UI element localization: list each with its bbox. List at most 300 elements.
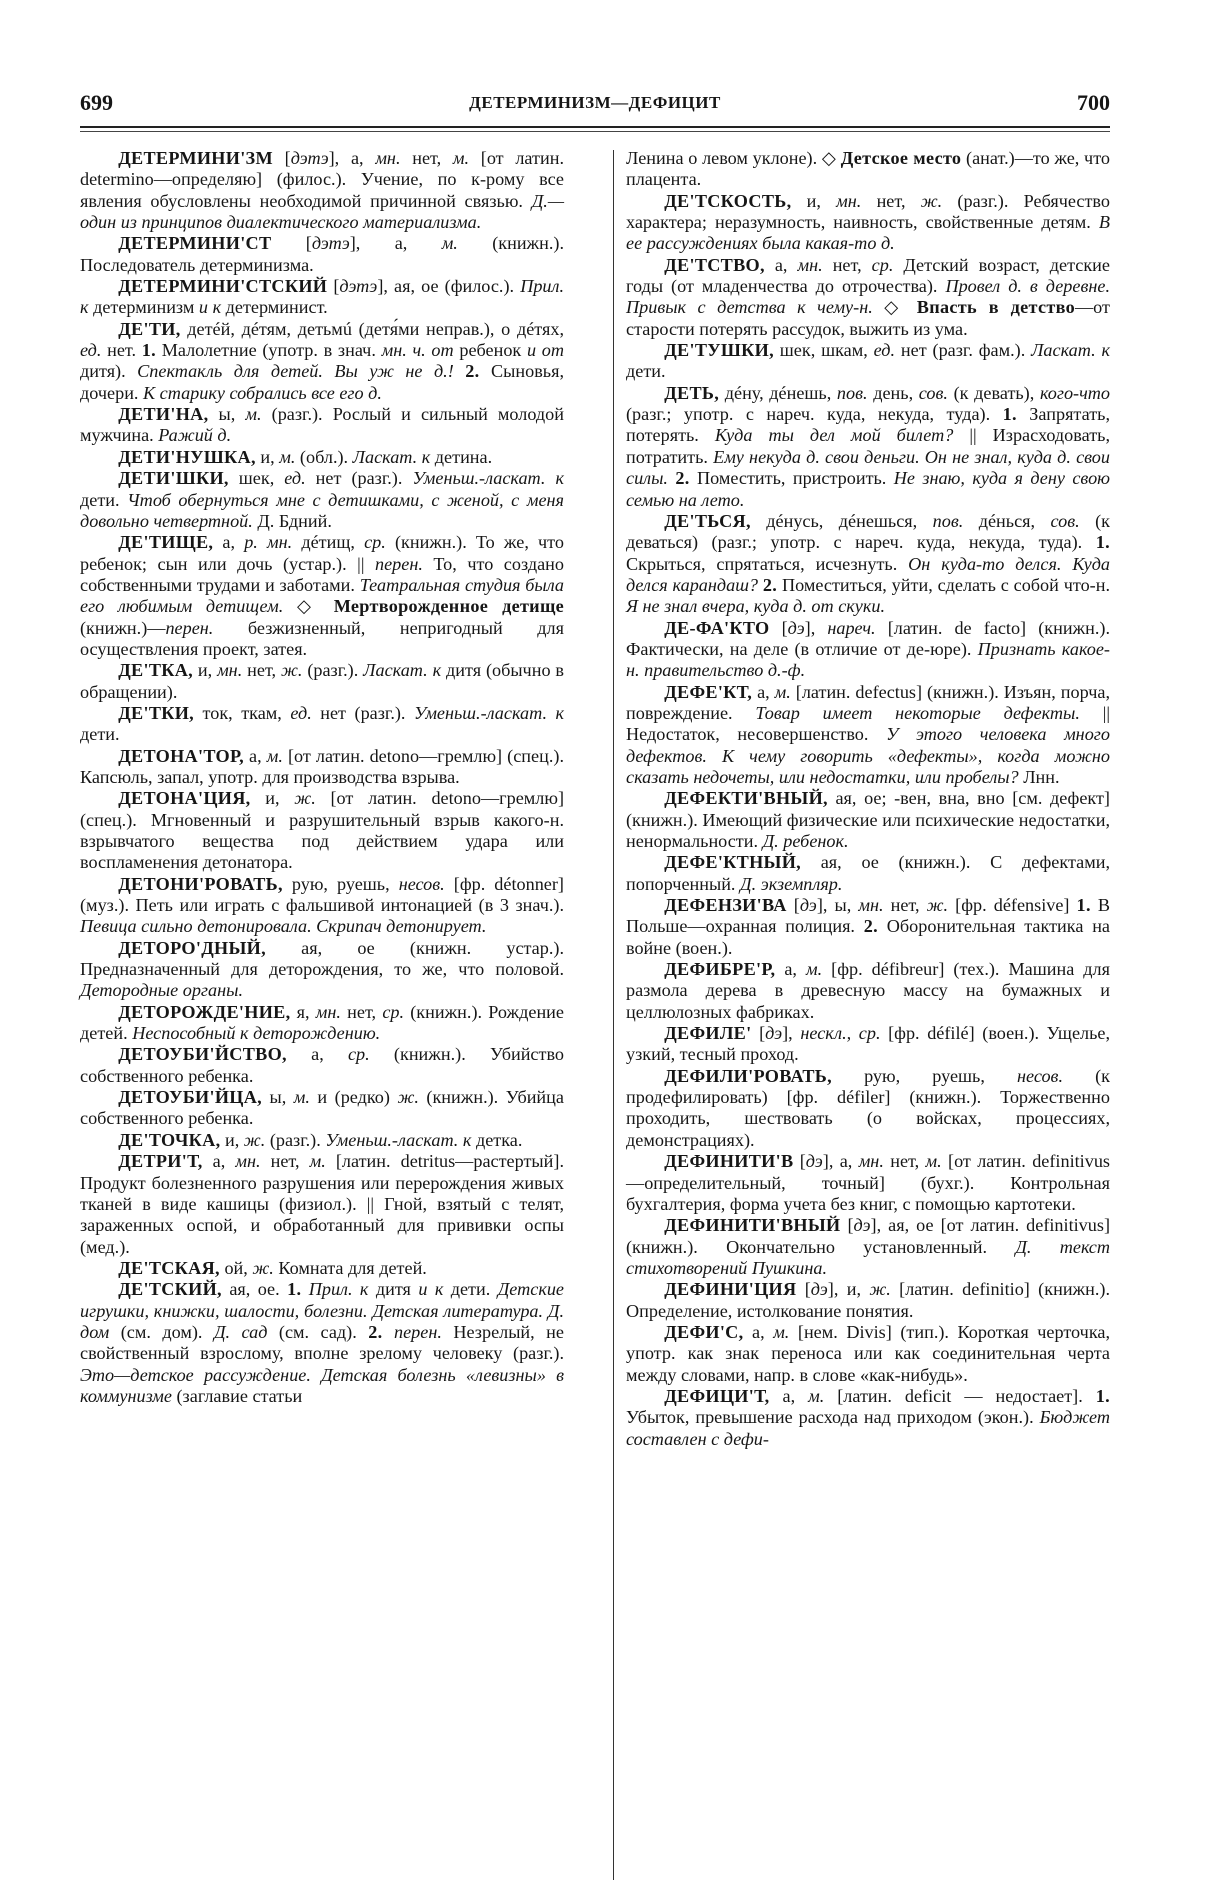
bold-phrase: Мертворожденное детище	[333, 596, 564, 617]
entry-text: рую, руешь,	[282, 873, 399, 894]
entry-text: и,	[250, 788, 295, 809]
italic-text: дэ	[853, 1215, 871, 1236]
entry-text: ],	[804, 617, 828, 638]
bold-phrase: Детское место	[840, 148, 962, 168]
entry-headword: ДЕ'ТЬСЯ,	[664, 510, 751, 531]
dictionary-entry	[626, 852, 1110, 895]
entry-headword: ДЕТОРО'ДНЫЙ,	[118, 937, 266, 958]
italic-text: мн.	[217, 660, 243, 681]
dictionary-entry	[626, 1322, 1110, 1386]
italic-text: дэ	[810, 1279, 828, 1300]
italic-text: Спектакль для детей. Вы уж не д.!	[137, 361, 454, 382]
italic-text: мн.	[315, 1001, 341, 1022]
entry-text: ы,	[262, 1087, 294, 1108]
entry-text: нет (разг.).	[311, 702, 414, 723]
entry-text: дéтищ,	[292, 532, 365, 553]
entry-text: ы,	[208, 404, 246, 425]
italic-text: мн.	[797, 254, 823, 275]
entry-text: ], а,	[822, 1151, 859, 1172]
entry-text: ой,	[219, 1257, 253, 1278]
entry-text: нет,	[883, 1151, 926, 1172]
entry-text: нет,	[340, 1001, 383, 1022]
entry-text: и,	[255, 446, 280, 467]
entry-text: Убыток, превышение расхода над приходом (экон.).	[626, 1407, 1040, 1428]
dictionary-entry	[626, 255, 1110, 340]
entry-text: ая, ое; -вен, вна, вно [см. дефект] (книжн.). Имеющий физические или психические недостатки, ненормальности.	[626, 788, 1110, 851]
dictionary-entry	[626, 788, 1110, 852]
italic-text: м.	[925, 1151, 942, 1172]
header-rule	[80, 126, 1110, 128]
entry-text: [латин. deficit — недостает].	[824, 1385, 1096, 1406]
italic-text: пов.	[836, 382, 868, 403]
entry-headword: ДЕТОНИ'РОВАТЬ,	[118, 873, 283, 894]
entry-text: (к продефилировать) [фр. défiler] (книжн.). Торжественно проходить, шествовать (о войсках, процессиях, демонстрациях).	[626, 1065, 1110, 1150]
entry-headword: ДЕ'ТУШКИ,	[664, 340, 774, 361]
entry-headword: ДЕ'ТСКОСТЬ,	[664, 190, 792, 211]
entry-text: [	[840, 1215, 854, 1236]
entry-text: и,	[791, 190, 837, 211]
entry-text: (заглавие статьи	[171, 1385, 303, 1406]
bold-phrase: 1.	[1002, 404, 1017, 425]
dictionary-entry	[626, 340, 1110, 383]
entry-headword: ДЕТОНА'ЦИЯ,	[118, 788, 251, 809]
entry-text: нет (разг.).	[305, 468, 413, 489]
entry-text: То, что создано собственными трудами и заботами.	[80, 553, 564, 595]
italic-text: м.	[441, 233, 458, 254]
entry-headword: ДЕ'ТСКИЙ,	[118, 1279, 222, 1300]
entry-text: (разг.). Ребячество характера; неразумность, наивность, свойственные детям.	[626, 190, 1110, 233]
italic-text: м.	[279, 446, 296, 467]
italic-text: м.	[806, 959, 823, 980]
dictionary-entry	[626, 1151, 1110, 1215]
entry-headword: ДЕ'ТСТВО,	[664, 254, 765, 275]
italic-text: и от	[526, 340, 565, 361]
entry-text: [от латин. determino—определяю] (филос.). Учение, по к-рому все явления обусловлены необходимой причинной связью.	[80, 148, 564, 211]
dictionary-entry	[80, 1279, 564, 1407]
italic-text: Товар имеет некоторые дефекты.	[755, 702, 1080, 723]
entry-text: (разг.).	[302, 660, 364, 681]
entry-text	[383, 1322, 394, 1342]
italic-text: м.	[293, 1087, 310, 1108]
italic-text: сов.	[918, 382, 948, 403]
italic-text: Уменьш.-ласкат. к	[413, 702, 565, 723]
dictionary-entry	[80, 1002, 564, 1045]
entry-headword: ДЕТОУБИ'ЙЦА,	[118, 1087, 263, 1108]
entry-text: нет,	[242, 660, 281, 681]
entry-text: дéну, дéнешь,	[719, 382, 837, 403]
entry-text: [от латин. detono—гремлю] (спец.). Капсюль, запал, употр. для производства взрыва.	[80, 745, 564, 787]
entry-text: (см. сад).	[267, 1321, 369, 1342]
entry-text: а,	[213, 532, 245, 553]
column-divider	[613, 150, 614, 1880]
dictionary-entry	[80, 938, 564, 1002]
italic-text: Неспособный к деторождению.	[132, 1023, 381, 1044]
bold-phrase: 2.	[675, 468, 690, 489]
italic-text: нескл., ср.	[800, 1023, 881, 1044]
dictionary-entry	[626, 1215, 1110, 1279]
italic-text: Признать какое-н. правительство д.-ф.	[626, 638, 1110, 681]
italic-text: мн.	[858, 1151, 884, 1172]
entry-text: ],	[782, 1023, 801, 1044]
entry-headword: ДЕФИНИТИ'ВНЫЙ	[664, 1215, 841, 1236]
entry-text: [от латин. detono—гремлю] (спец.). Мгновенный и разрушительный взрыв какого-н. взрывчатого вещества под действием удара или воспламенения детонатора.	[80, 788, 565, 873]
entry-text: (разг.). Рослый и сильный молодой мужчина.	[80, 404, 564, 446]
entry-text: нет,	[861, 190, 921, 211]
entry-text: детина.	[430, 446, 493, 467]
entry-text: а,	[743, 1321, 774, 1342]
entry-text: а,	[243, 745, 267, 766]
italic-text: и к	[198, 297, 222, 318]
italic-text: м.	[245, 404, 262, 425]
entry-text: и,	[220, 1129, 244, 1150]
entry-text: дети.	[80, 489, 128, 510]
italic-text: Ласкат. к	[363, 660, 442, 681]
dictionary-entry	[80, 447, 564, 468]
entry-text: (разг.).	[265, 1129, 326, 1150]
entry-headword: ДЕТОНА'ТОР,	[118, 745, 244, 766]
italic-text: ед.	[80, 340, 102, 361]
entry-text: дети.	[80, 724, 120, 745]
italic-text: ж.	[280, 660, 303, 681]
entry-text: ребенок	[453, 340, 527, 361]
entry-text: ], а,	[328, 148, 376, 168]
entry-text: нет.	[101, 340, 142, 361]
entry-text: ая, ое (книжн.). С дефектами, попорченный.	[626, 852, 1110, 894]
entry-text: дитя	[368, 1279, 419, 1300]
dictionary-entry	[80, 319, 564, 404]
bold-phrase: 2.	[863, 916, 879, 937]
entry-headword: ДЕ'ТКИ,	[118, 702, 195, 723]
dictionary-entry	[80, 660, 564, 703]
italic-text: Д. сад	[213, 1321, 268, 1342]
entry-headword: ДЕФИЦИ'Т,	[664, 1385, 770, 1406]
italic-text: Провел д. в деревне. Привык с детства к чему-н.	[626, 276, 1111, 318]
entry-text: Д. Бдний.	[252, 510, 332, 531]
entry-text: а,	[764, 254, 798, 275]
italic-text: несов.	[1016, 1065, 1063, 1086]
entry-text: и,	[193, 660, 218, 681]
italic-text: дэ	[805, 1151, 823, 1172]
entry-text: (к деваться) (разг.; употр. с нареч. куда, некуда, туда).	[626, 510, 1110, 553]
entry-text: ], ая, ое [от латин. definitivus] (книжн.). Окончательно установленный.	[626, 1215, 1110, 1257]
page-number-left: 699	[80, 90, 113, 115]
dictionary-entry	[80, 1151, 564, 1258]
entry-text: нет,	[260, 1151, 310, 1172]
italic-text: нареч.	[827, 617, 876, 638]
entry-text: детка.	[471, 1129, 523, 1150]
italic-text: ж.	[243, 1129, 266, 1150]
dictionary-entry	[80, 1258, 564, 1279]
entry-headword: ДЕФИБРЕ'Р,	[664, 959, 776, 980]
italic-text: дэтэ	[339, 276, 378, 297]
bold-phrase: 2.	[762, 574, 778, 595]
entry-text: || Израсходовать, потратить.	[626, 425, 1111, 467]
italic-text: ср.	[347, 1044, 370, 1065]
italic-text: ед.	[873, 340, 896, 361]
entry-text: (книжн.). То же, что ребенок; сын или дочь (устар.). ||	[80, 532, 564, 574]
entry-headword: ДЕТИ'ШКИ,	[118, 468, 229, 489]
entry-text: шек,	[228, 468, 285, 489]
italic-text: ед.	[284, 468, 306, 489]
bold-phrase: 1.	[287, 1279, 302, 1300]
entry-text: (обл.).	[295, 446, 353, 467]
dictionary-entry	[626, 1279, 1110, 1322]
running-title: ДЕТЕРМИНИЗМ—ДЕФИЦИТ	[469, 93, 721, 112]
right-column	[626, 148, 1110, 1450]
italic-text: ср.	[364, 532, 386, 553]
entry-text: ], ая, ое (филос.).	[377, 276, 521, 297]
entry-text: [	[769, 617, 788, 638]
dictionary-entry	[626, 959, 1110, 1023]
entry-text: [латин. detritus—растертый]. Продукт болезненного разрушения или перерождения живых тканей в виде кашицы (физиол.). || Гной, взятый с телят, зараженных оспой, и обработанный для прививки оспы (мед.).	[80, 1151, 564, 1257]
bold-phrase: 1.	[1095, 1385, 1110, 1406]
italic-text: В ее рассуждениях была какая-то д.	[626, 212, 1110, 254]
entry-text: а,	[286, 1044, 348, 1065]
italic-text: Детские игрушки, книжки, шалости, болезни. Детская литература. Д. дом	[80, 1279, 564, 1342]
entry-text: (книжн.). Убийца собственного ребенка.	[80, 1087, 564, 1129]
italic-text: Прил. к	[80, 276, 564, 318]
entry-text: [от латин. definitivus—определительный, точный] (бухг.). Контрольная бухгалтерия, форма учета без книг, с помощью картотеки.	[626, 1151, 1110, 1214]
entry-text: а,	[769, 1385, 809, 1406]
entry-text	[301, 1279, 308, 1299]
italic-text: дэ	[787, 617, 805, 638]
entry-text: (книжн.)—	[80, 617, 166, 638]
entry-text: нет,	[822, 254, 872, 275]
dictionary-entry	[80, 532, 564, 660]
entry-text: день,	[867, 382, 919, 403]
entry-text: [латин. defectus] (книжн.). Изъян, порча, повреждение.	[626, 681, 1111, 723]
entry-text: Оборонительная тактика на войне (воен.).	[626, 916, 1110, 958]
dictionary-entry	[626, 1066, 1110, 1151]
dictionary-entry	[626, 148, 1110, 191]
italic-text: мн.	[375, 148, 401, 168]
entry-text: а,	[752, 681, 775, 702]
entry-text: дети.	[626, 361, 666, 382]
italic-text: м.	[808, 1385, 825, 1406]
entry-text: —от старости потерять рассудок, выжить из ума.	[626, 297, 1110, 339]
italic-text: мн. ч. от	[381, 340, 454, 361]
entry-headword: ДЕТЬ,	[664, 382, 720, 403]
entry-text: дéнься,	[963, 510, 1051, 531]
entry-text: [	[793, 1151, 806, 1172]
running-header	[80, 90, 1110, 120]
entry-text: [нем. Divis] (тип.). Короткая черточка, употр. как знак переноса или как соединительная черта между словами, напр. в слове «как-нибудь».	[626, 1321, 1111, 1385]
italic-text: мн.	[836, 190, 862, 211]
entry-text: и (редко)	[309, 1087, 398, 1108]
entry-text: (см. дом).	[109, 1321, 214, 1342]
entry-text: [латин. definitio] (книжн.). Определение, истолкование понятия.	[626, 1279, 1110, 1321]
italic-text: мн.	[858, 895, 884, 916]
entry-text: детерминизм	[88, 297, 199, 318]
entry-text: [	[271, 233, 312, 254]
italic-text: Ласкат. к	[352, 446, 431, 467]
italic-text: ед.	[290, 702, 312, 723]
entry-text: Поместить, пристроить.	[689, 468, 894, 489]
italic-text: Не знаю, куда я дену свою семью на лето.	[626, 468, 1110, 510]
italic-text: Ласкат. к	[1031, 340, 1110, 361]
entry-text: Сыновья, дочери.	[80, 361, 564, 403]
entry-text: Комната для детей.	[273, 1257, 427, 1278]
dictionary-entry	[80, 874, 564, 938]
dictionary-entry	[626, 682, 1110, 789]
entry-text: [фр. détonner] (муз.). Петь или играть с фальшивой интонацией (в 3 знач.).	[80, 873, 564, 916]
entry-headword: ДЕ'ТИЩЕ,	[118, 532, 214, 553]
entry-headword: ДЕФИЛЕ'	[664, 1023, 752, 1044]
italic-text: Д. экземпляр.	[740, 873, 843, 894]
entry-text: Незрелый, не свойственный взрослому, вполне зрелому человеку (разг.).	[80, 1321, 564, 1364]
italic-text: Ему некуда д. свои деньги. Он не знал, куда д. свои силы.	[626, 446, 1110, 489]
dictionary-entry	[626, 1386, 1110, 1450]
entry-text: я,	[290, 1001, 316, 1022]
italic-text: ж.	[920, 190, 943, 211]
entry-text: (книжн.). Убийство собственного ребенка.	[80, 1044, 565, 1086]
dictionary-entry	[626, 383, 1110, 511]
entry-headword: ДЕ'ТСКАЯ,	[118, 1257, 220, 1278]
entry-headword: ДЕ'ТИ,	[118, 318, 181, 339]
italic-text: Д. текст стихотворений Пушкина.	[626, 1236, 1110, 1278]
dictionary-entry	[626, 1023, 1110, 1066]
entry-headword: ДЕФИНИТИ'В	[664, 1151, 794, 1172]
entry-text: (книжн.). Последователь детерминизма.	[80, 233, 565, 275]
bold-phrase: 2.	[368, 1321, 383, 1342]
entry-text: ], ы,	[816, 895, 859, 916]
header-rule-thin	[80, 131, 1110, 132]
entry-text: детерминист.	[221, 297, 328, 318]
entry-text: (анат.)—то же, что плацента.	[626, 148, 1111, 190]
italic-text: дэ	[799, 895, 817, 916]
entry-headword: ДЕФЕ'КТ,	[664, 681, 753, 702]
italic-text: м.	[452, 148, 470, 168]
dictionary-entry	[80, 703, 564, 746]
entry-headword: ДЕТОРОЖДЕ'НИЕ,	[118, 1001, 291, 1022]
bold-phrase: 1.	[141, 340, 156, 361]
entry-text: [	[796, 1279, 811, 1300]
entry-headword: ДЕФЕКТИ'ВНЫЙ,	[664, 788, 828, 809]
entry-headword: ДЕ-ФА'КТО	[664, 617, 770, 638]
dictionary-entry	[80, 746, 564, 789]
entry-text: Детский возраст, детские годы (от младенчества до отрочества).	[626, 254, 1110, 297]
italic-text: ж.	[869, 1279, 891, 1300]
dictionary-entry	[626, 618, 1110, 682]
dictionary-entry	[626, 191, 1110, 255]
entry-headword: ДЕ'ТОЧКА,	[118, 1129, 221, 1150]
italic-text: Куда ты дел мой билет?	[714, 425, 954, 446]
entry-text: ая, ое (книжн. устар.). Предназначенный для деторождения, то же, что половой.	[80, 937, 564, 980]
entry-text: ая, ое.	[221, 1279, 288, 1300]
entry-text: (книжн.). Рождение детей.	[80, 1001, 564, 1044]
entry-text: детéй, дéтям, детьмú (детя́ми неправ.), о дéтях,	[180, 318, 564, 339]
entry-text: нет,	[400, 148, 453, 168]
italic-text: мн.	[235, 1151, 261, 1172]
entry-headword: ДЕФЕНЗИ'ВА	[664, 895, 787, 916]
entry-headword: ДЕФИНИ'ЦИЯ	[664, 1279, 797, 1300]
entry-text: [	[786, 895, 800, 916]
entry-text: В Польше—охранная полиция.	[626, 895, 1111, 937]
bold-phrase: 2.	[465, 361, 480, 382]
dictionary-entry	[80, 1087, 564, 1130]
dictionary-entry	[80, 148, 564, 233]
dictionary-entry	[80, 1130, 564, 1151]
italic-text: дэ	[765, 1023, 783, 1044]
entry-text: ], и,	[827, 1279, 870, 1300]
entry-text: ], а,	[349, 233, 442, 254]
italic-text: и к	[418, 1279, 444, 1300]
italic-text: Он куда-то делся. Куда делся карандаш?	[626, 553, 1110, 595]
entry-text: безжизненный, непригодный для осуществления проект, затея.	[80, 617, 564, 659]
italic-text: Бюджет составлен с дефи-	[626, 1407, 1110, 1449]
entry-text: а,	[202, 1151, 236, 1172]
entry-text: дети.	[443, 1279, 498, 1300]
entry-headword: ДЕФЕ'КТНЫЙ,	[664, 852, 801, 873]
entry-text: ◇	[283, 596, 334, 617]
italic-text: м.	[266, 745, 283, 766]
entry-text: ток, ткам,	[194, 702, 291, 723]
italic-text: ж.	[294, 788, 316, 809]
italic-text: дэтэ	[290, 148, 329, 168]
entry-text: Ленина о левом уклоне). ◇	[626, 148, 841, 168]
italic-text: Певица сильно детонировала. Скрипач детонирует.	[80, 916, 487, 937]
entry-text: [фр. défilé] (воен.). Ущелье, узкий, тесный проход.	[626, 1023, 1111, 1065]
entry-text: [	[327, 276, 340, 297]
entry-headword: ДЕТОУБИ'ЙСТВО,	[118, 1044, 287, 1065]
italic-text: Театральная студия была его любимым детищем.	[80, 574, 564, 617]
bold-phrase: 1.	[1095, 532, 1110, 553]
entry-headword: ДЕТЕРМИНИ'ЗМ	[118, 148, 273, 168]
dictionary-entry	[626, 511, 1110, 618]
entry-text	[454, 361, 466, 381]
italic-text: Это—детское рассуждение. Детская болезнь «левизны» в коммунизме	[80, 1364, 564, 1406]
entry-text: [фр. défensive]	[948, 895, 1077, 916]
dictionary-entry	[80, 788, 564, 873]
italic-text: Д.—один из принципов диалектического материализма.	[80, 190, 564, 233]
italic-text: перен.	[393, 1321, 442, 1342]
italic-text: Ражий д.	[158, 425, 232, 446]
page-number-right: 700	[1077, 90, 1110, 115]
entry-headword: ДЕ'ТКА,	[118, 660, 194, 681]
entry-headword: ДЕТЕРМИНИ'СТ	[118, 233, 272, 254]
entry-headword: ДЕТЕРМИНИ'СТСКИЙ	[118, 276, 328, 297]
italic-text: р. мн.	[244, 532, 293, 553]
italic-text: ср.	[382, 1001, 405, 1022]
dictionary-entry	[80, 404, 564, 447]
italic-text: ж.	[926, 895, 949, 916]
dictionary-entry	[80, 468, 564, 532]
entry-text: рую, руешь,	[831, 1065, 1017, 1086]
entry-text: (разг.; употр. с нареч. куда, некуда, туда).	[626, 404, 1003, 425]
italic-text: ж.	[252, 1257, 274, 1278]
entry-text: [	[272, 148, 291, 168]
italic-text: Я не знал вчера, куда д. от скуки.	[626, 596, 885, 617]
entry-text: [латин. de facto] (книжн.). Фактически, на деле (в отличие от де-юре).	[626, 617, 1110, 659]
entry-text: Лнн.	[1018, 766, 1060, 787]
entry-text: [	[751, 1023, 766, 1044]
dictionary-entry	[80, 1044, 564, 1087]
entry-text: а,	[775, 959, 806, 980]
entry-text: дитя).	[80, 361, 138, 382]
bold-phrase: Впасть в детство	[916, 297, 1075, 318]
italic-text: несов.	[398, 873, 445, 894]
italic-text: м.	[309, 1151, 326, 1172]
italic-text: дэтэ	[311, 233, 350, 254]
entry-headword: ДЕТИ'НУШКА,	[118, 446, 256, 467]
italic-text: Уменьш.-ласкат. к	[325, 1129, 472, 1150]
italic-text: м.	[773, 1321, 790, 1342]
italic-text: Детородные органы.	[80, 980, 244, 1001]
italic-text: м.	[774, 681, 791, 702]
italic-text: перен.	[165, 617, 214, 638]
left-column	[80, 148, 564, 1407]
italic-text: пов.	[932, 510, 964, 531]
